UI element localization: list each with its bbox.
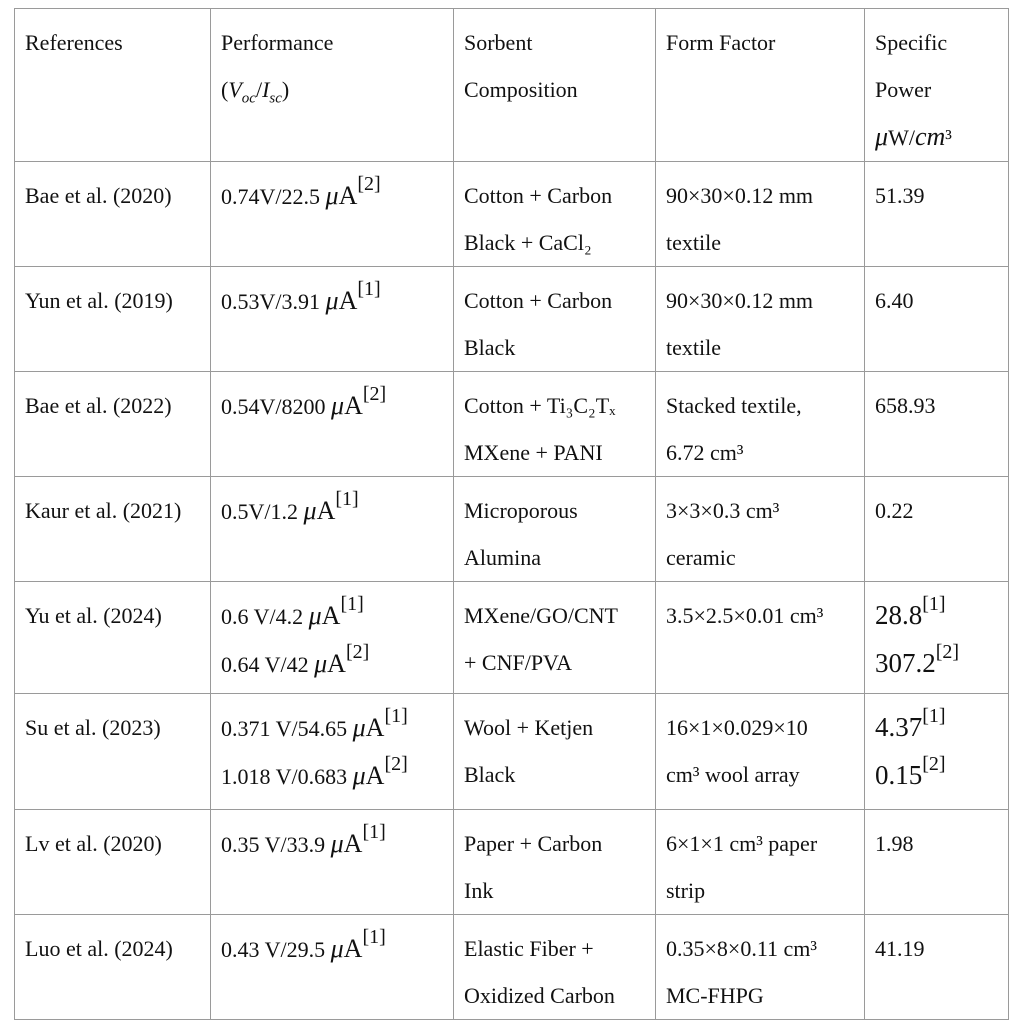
specific-power-cell (865, 582, 1009, 694)
header-form-factor-label: Form Factor (666, 30, 776, 55)
performance-number: 0.43 V/29.5 (221, 937, 331, 962)
micro-symbol: μ (352, 761, 366, 790)
sorbent-line: Ink (464, 878, 494, 903)
sorbent-line: Cotton + Carbon (464, 183, 613, 208)
sorbent-line: Elastic Fiber + (464, 936, 594, 961)
sorbent-line: MXene/GO/CNT (464, 603, 618, 628)
form-factor-line: 90×30×0.12 mm (666, 288, 814, 313)
citation-ref: [1] (922, 705, 946, 727)
header-sorbent-label-2: Composition (464, 77, 578, 102)
specific-power-value (875, 820, 1000, 867)
form-factor-line: Stacked textile, (666, 393, 802, 418)
table-row (15, 694, 1009, 810)
citation-ref: [2] (362, 383, 387, 405)
reference-text: Kaur et al. (2021) (25, 498, 182, 523)
header-references-label: References (25, 30, 123, 55)
specific-power-cell (865, 694, 1009, 810)
reference-cell (15, 915, 211, 1020)
specific-power-number: 41.19 (875, 936, 925, 961)
performance-value (221, 172, 445, 220)
sorbent-line: Paper + Carbon (464, 831, 603, 856)
performance-unit: μA (303, 496, 336, 525)
table-row (15, 810, 1009, 915)
specific-power-value (875, 382, 1000, 429)
sorbent-line: Oxidized Carbon (464, 983, 615, 1008)
reference-cell (15, 372, 211, 477)
citation-ref: [1] (922, 593, 946, 615)
specific-power-number: 4.37 (875, 712, 923, 742)
header-sorbent (454, 9, 656, 162)
specific-power-number: 28.8 (875, 600, 923, 630)
performance-unit: μA (330, 829, 363, 858)
header-performance-formula: $(V_{oc}/I_{sc})$ (221, 77, 290, 107)
citation-ref: [1] (362, 821, 386, 843)
reference-text: Lv et al. (2020) (25, 831, 162, 856)
performance-unit: μA (331, 391, 363, 420)
citation-ref: [2] (357, 173, 381, 195)
performance-value (221, 704, 445, 752)
form-factor-line: ceramic (666, 545, 736, 570)
sorbent-line: Alumina (464, 545, 541, 570)
citation-ref: [1] (357, 278, 381, 300)
specific-power-value (875, 487, 1000, 534)
form-factor-line: textile (666, 335, 721, 360)
performance-number: 0.54V/8200 (221, 394, 331, 419)
form-factor-line: 0.35×8×0.11 cm³ (666, 936, 817, 961)
sorbent-cell (454, 477, 656, 582)
specific-power-number: 51.39 (875, 183, 925, 208)
specific-power-number: 0.22 (875, 498, 914, 523)
table-row (15, 267, 1009, 372)
table-row (15, 477, 1009, 582)
specific-power-value (875, 592, 1000, 640)
header-performance-label: Performance (221, 30, 334, 55)
performance-value (221, 820, 445, 868)
specific-power-number: 307.2 (875, 648, 936, 678)
reference-text: Yun et al. (2019) (25, 288, 173, 313)
micro-symbol: μ (303, 496, 317, 525)
sorbent-line: MXene + PANI (464, 440, 603, 465)
specific-power-number: 0.15 (875, 760, 923, 790)
performance-cell (211, 267, 454, 372)
table-body (15, 162, 1009, 1020)
header-references (15, 9, 211, 162)
specific-power-cell (865, 372, 1009, 477)
form-factor-line: textile (666, 230, 721, 255)
form-factor-line: 6×1×1 cm³ paper (666, 831, 818, 856)
reference-cell (15, 582, 211, 694)
performance-unit: μA (325, 181, 358, 210)
table-row (15, 372, 1009, 477)
performance-value (221, 925, 445, 973)
performance-cell (211, 915, 454, 1020)
sorbent-line: Wool + Ketjen (464, 715, 594, 740)
reference-text: Bae et al. (2020) (25, 183, 172, 208)
header-form-factor (656, 9, 865, 162)
reference-cell (15, 477, 211, 582)
performance-cell (211, 694, 454, 810)
header-specific-label-2: Power (875, 77, 932, 102)
performance-number: 0.5V/1.2 (221, 499, 304, 524)
micro-symbol: μ (331, 391, 345, 420)
performance-number: 0.64 V/42 (221, 652, 315, 677)
performance-value (221, 592, 445, 640)
performance-cell (211, 162, 454, 267)
specific-power-value (875, 752, 1000, 800)
performance-unit: μA (314, 649, 346, 678)
specific-power-number: 1.98 (875, 831, 914, 856)
performance-value (221, 487, 445, 535)
performance-value (221, 277, 445, 325)
performance-value (221, 382, 445, 430)
performance-unit: μA (325, 286, 358, 315)
form-factor-cell (656, 477, 865, 582)
specific-power-cell (865, 915, 1009, 1020)
reference-cell (15, 162, 211, 267)
micro-symbol: μ (314, 649, 328, 678)
specific-power-cell (865, 810, 1009, 915)
specific-power-value (875, 925, 1000, 972)
specific-power-cell (865, 267, 1009, 372)
micro-symbol: μ (325, 181, 339, 210)
reference-text: Luo et al. (2024) (25, 936, 173, 961)
performance-unit: μA (330, 934, 363, 963)
citation-ref: [2] (384, 753, 408, 775)
table-row (15, 915, 1009, 1020)
reference-text: Yu et al. (2024) (25, 603, 162, 628)
specific-power-cell (865, 162, 1009, 267)
form-factor-cell (656, 915, 865, 1020)
form-factor-line: 3.5×2.5×0.01 cm³ (666, 603, 824, 628)
table-row (15, 582, 1009, 694)
performance-cell (211, 372, 454, 477)
header-sorbent-label-1: Sorbent (464, 30, 533, 55)
sorbent-cell (454, 267, 656, 372)
reference-cell (15, 810, 211, 915)
citation-ref: [1] (340, 593, 364, 615)
reference-cell (15, 267, 211, 372)
citation-ref: [2] (922, 753, 946, 775)
specific-power-number: 6.40 (875, 288, 914, 313)
specific-power-value (875, 640, 1000, 688)
specific-power-value (875, 172, 1000, 219)
citation-ref: [1] (335, 488, 359, 510)
form-factor-cell (656, 694, 865, 810)
citation-ref: [2] (345, 641, 370, 663)
performance-number: 1.018 V/0.683 (221, 764, 353, 789)
sorbent-line: Black + CaCl₂ (464, 230, 592, 255)
micro-symbol: μ (308, 601, 322, 630)
sorbent-line: Cotton + Ti₃C₂Tₓ (464, 393, 616, 418)
header-specific-unit: μW/cm³ (875, 122, 952, 151)
citation-ref: [1] (362, 926, 386, 948)
sorbent-cell (454, 162, 656, 267)
micro-symbol: μ (330, 829, 344, 858)
specific-power-cell (865, 477, 1009, 582)
sorbent-cell (454, 694, 656, 810)
performance-unit: μA (352, 761, 385, 790)
reference-cell (15, 694, 211, 810)
sorbent-line: + CNF/PVA (464, 650, 572, 675)
performance-cell (211, 582, 454, 694)
specific-power-number: 658.93 (875, 393, 936, 418)
form-factor-line: MC-FHPG (666, 983, 764, 1008)
sorbent-line: Black (464, 762, 516, 787)
specific-power-value (875, 277, 1000, 324)
performance-unit: μA (352, 713, 385, 742)
form-factor-line: cm³ wool array (666, 762, 800, 787)
performance-cell (211, 477, 454, 582)
sorbent-cell (454, 582, 656, 694)
performance-number: 0.371 V/54.65 (221, 716, 353, 741)
table-row (15, 162, 1009, 267)
form-factor-cell (656, 582, 865, 694)
header-specific-label-1: Specific (875, 30, 948, 55)
form-factor-line: 16×1×0.029×10 (666, 715, 808, 740)
citation-ref: [1] (384, 705, 408, 727)
form-factor-cell (656, 810, 865, 915)
table-header-row (15, 9, 1009, 162)
form-factor-line: 3×3×0.3 cm³ (666, 498, 780, 523)
micro-symbol: μ (352, 713, 366, 742)
form-factor-cell (656, 372, 865, 477)
micro-symbol: μ (330, 934, 344, 963)
form-factor-cell (656, 162, 865, 267)
sorbent-line: Cotton + Carbon (464, 288, 613, 313)
sorbent-line: Microporous (464, 498, 578, 523)
header-specific-power (865, 9, 1009, 162)
citation-ref: [2] (935, 641, 960, 663)
sorbent-cell (454, 810, 656, 915)
performance-number: 0.53V/3.91 (221, 289, 326, 314)
sorbent-cell (454, 915, 656, 1020)
form-factor-line: 90×30×0.12 mm (666, 183, 814, 208)
reference-text: Bae et al. (2022) (25, 393, 172, 418)
form-factor-line: strip (666, 878, 706, 903)
performance-number: 0.35 V/33.9 (221, 832, 331, 857)
performance-cell (211, 810, 454, 915)
sorbent-cell (454, 372, 656, 477)
performance-value (221, 640, 445, 688)
performance-number: 0.6 V/4.2 (221, 604, 309, 629)
specific-power-value (875, 704, 1000, 752)
form-factor-cell (656, 267, 865, 372)
performance-number: 0.74V/22.5 (221, 184, 326, 209)
reference-text: Su et al. (2023) (25, 715, 161, 740)
comparison-table (14, 8, 1009, 1020)
performance-value (221, 752, 445, 800)
header-performance (211, 9, 454, 162)
performance-unit: μA (308, 601, 341, 630)
micro-symbol: μ (325, 286, 339, 315)
sorbent-line: Black (464, 335, 516, 360)
form-factor-line: 6.72 cm³ (666, 440, 744, 465)
